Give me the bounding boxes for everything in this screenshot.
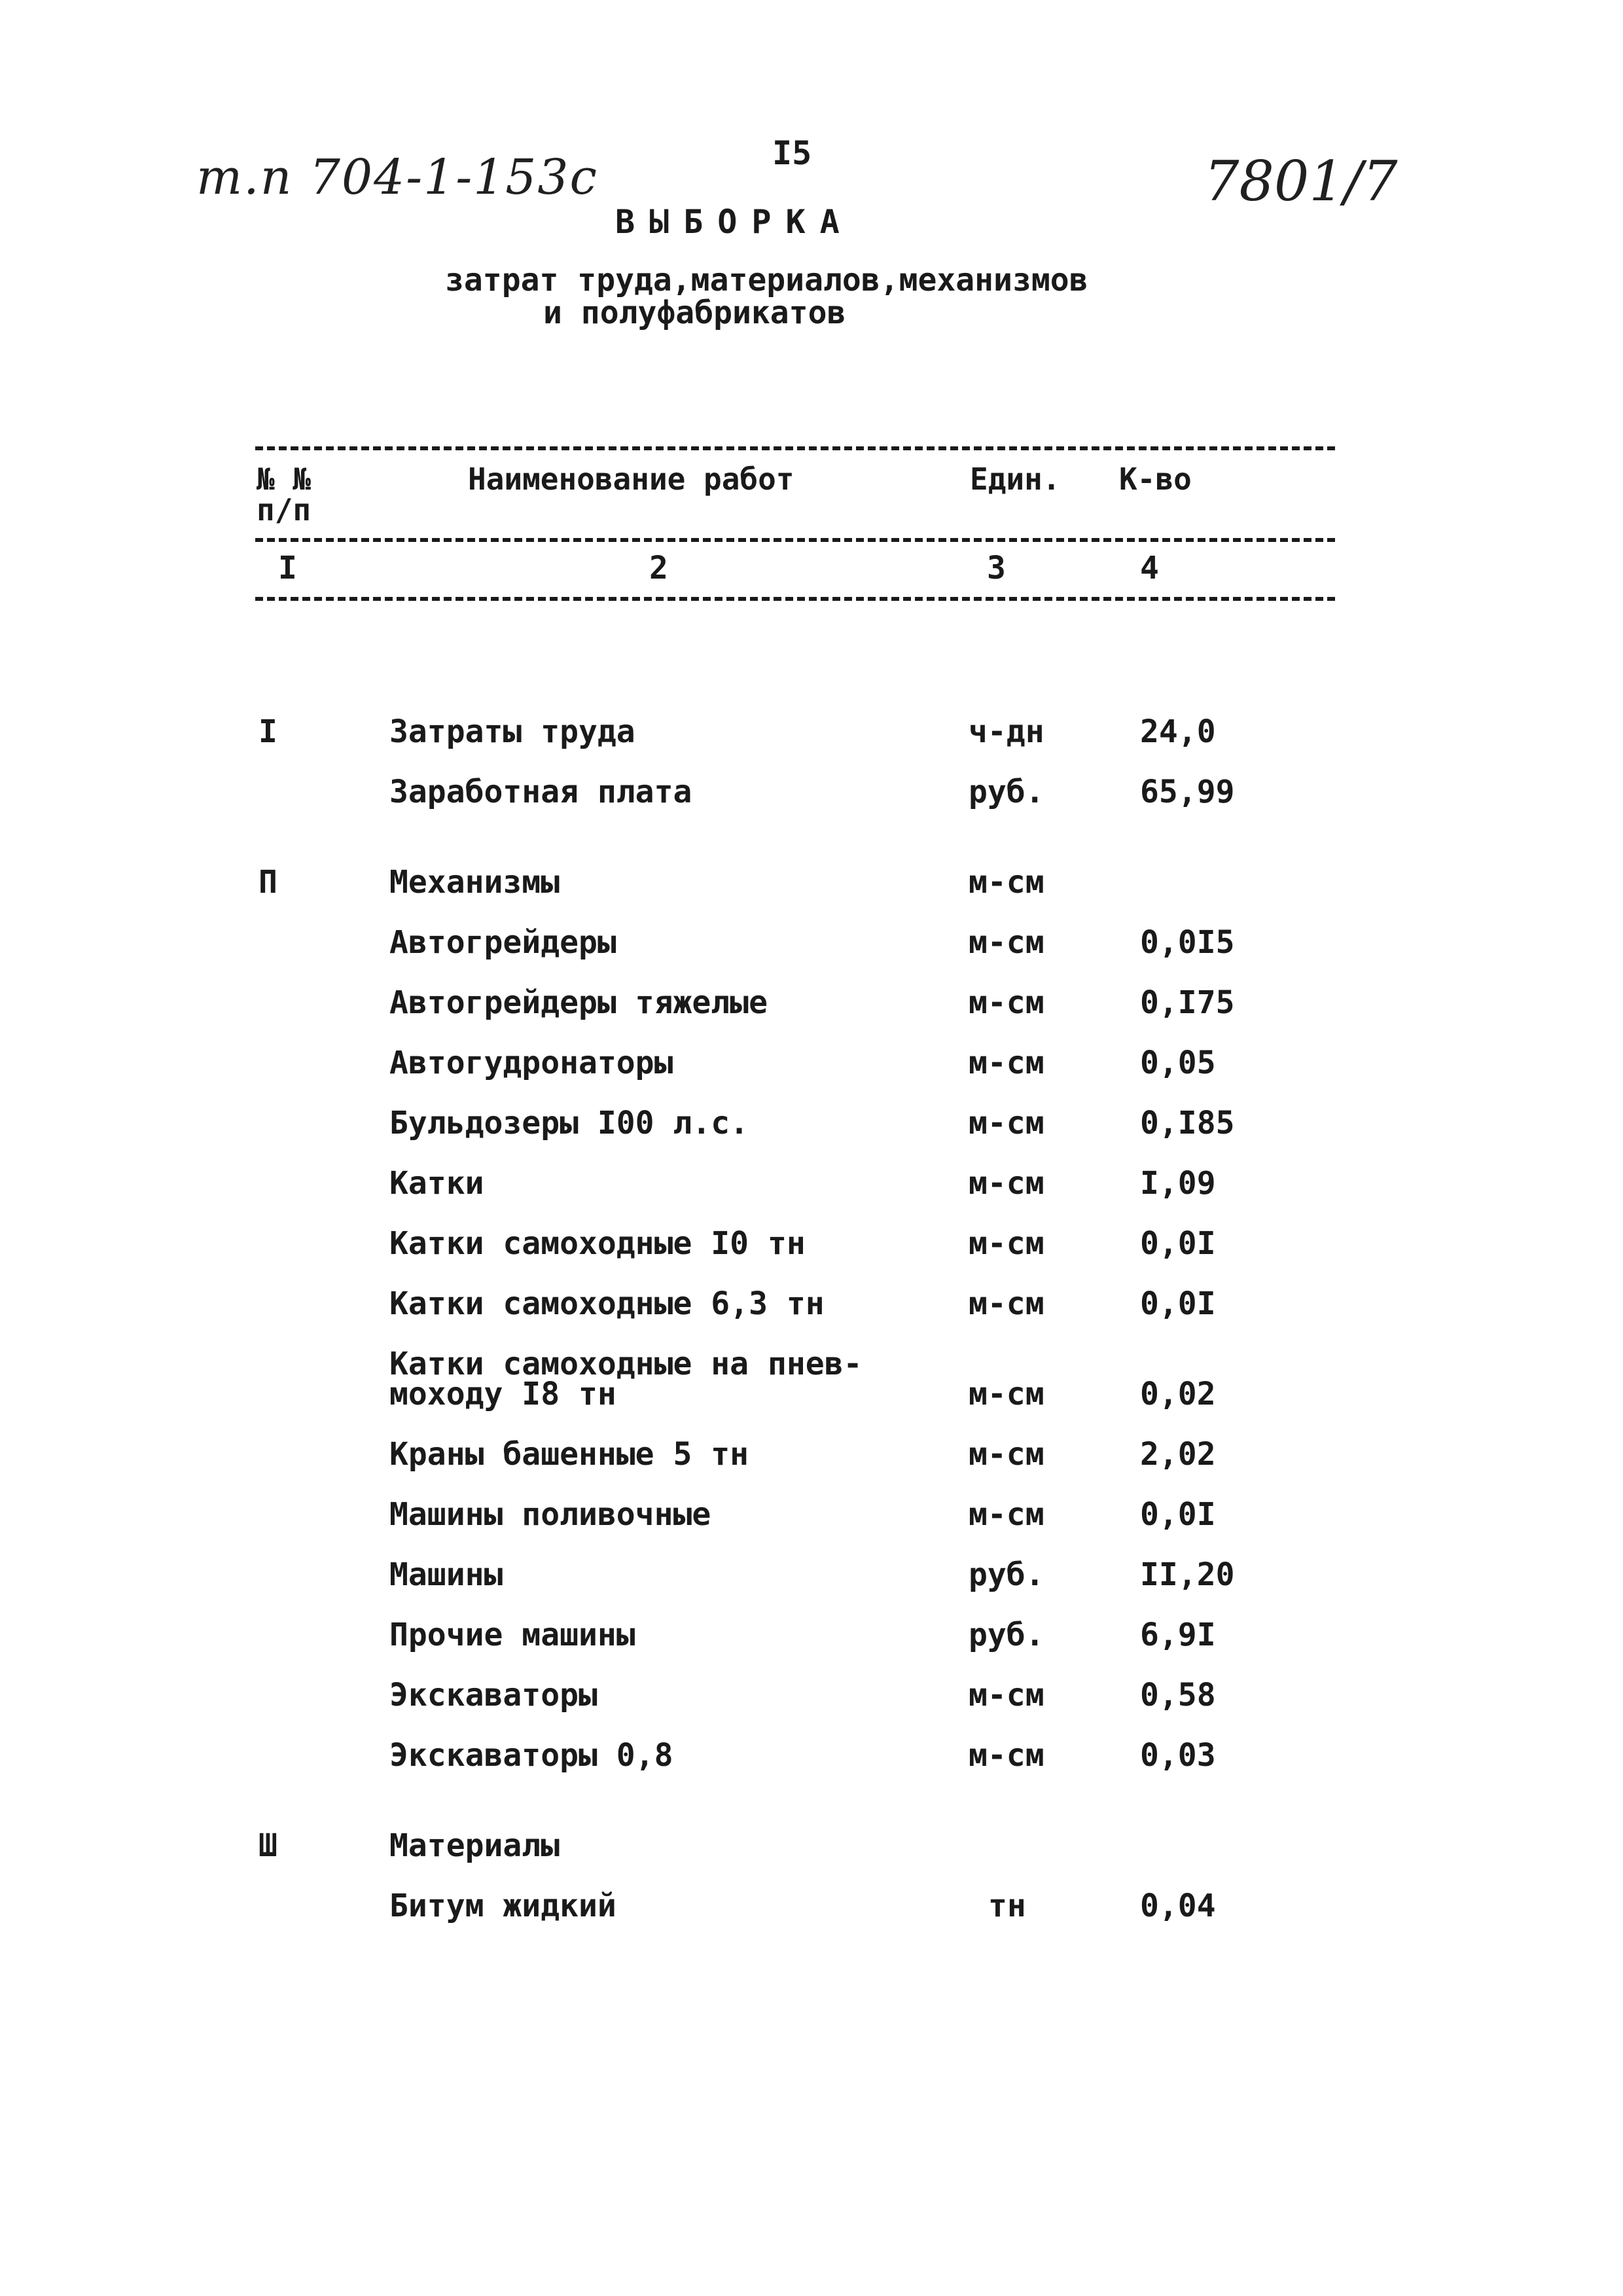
row-unit: м-см xyxy=(969,1677,1044,1713)
column-number-4: 4 xyxy=(1140,550,1159,586)
row-quantity: 24,0 xyxy=(1140,713,1216,750)
row-unit: руб. xyxy=(969,774,1044,810)
row-name: Катки самоходные на пнев- xyxy=(389,1346,863,1382)
row-name: Краны башенные 5 тн xyxy=(389,1436,749,1473)
row-unit: м-см xyxy=(969,924,1044,961)
row-quantity: 2,02 xyxy=(1140,1436,1216,1473)
column-number-2: 2 xyxy=(649,550,668,586)
row-unit: руб. xyxy=(969,1556,1044,1593)
row-unit: тн xyxy=(988,1888,1026,1924)
row-name: Экскаваторы 0,8 xyxy=(389,1737,673,1774)
row-quantity: 0,02 xyxy=(1140,1376,1216,1412)
row-section: П xyxy=(259,864,277,901)
row-name: Машины поливочные xyxy=(389,1496,711,1533)
row-name: Битум жидкий xyxy=(389,1888,616,1924)
row-section: Ш xyxy=(259,1827,277,1864)
row-unit: м-см xyxy=(969,1436,1044,1473)
document-subtitle-line-2: и полуфабрикатов xyxy=(543,295,846,331)
column-number-1: I xyxy=(278,550,297,586)
row-quantity: II,20 xyxy=(1140,1556,1235,1593)
row-unit: м-см xyxy=(969,1737,1044,1774)
row-unit: м-см xyxy=(969,864,1044,901)
page-number: I5 xyxy=(772,134,812,172)
row-name: Экскаваторы xyxy=(389,1677,597,1713)
row-quantity: 0,04 xyxy=(1140,1888,1216,1924)
document-subtitle-line-1: затрат труда,материалов,механизмов xyxy=(445,262,1088,298)
table-top-rule xyxy=(255,446,1335,450)
row-unit: руб. xyxy=(969,1617,1044,1653)
row-quantity: 0,05 xyxy=(1140,1045,1216,1081)
row-name: Катки xyxy=(389,1165,484,1202)
table-column-number-rule xyxy=(255,597,1335,601)
row-unit: м-см xyxy=(969,1285,1044,1322)
row-section: I xyxy=(259,713,277,750)
row-unit: м-см xyxy=(969,1225,1044,1262)
row-quantity: 0,0I xyxy=(1140,1225,1216,1262)
row-unit: ч-дн xyxy=(969,713,1044,750)
row-name: Заработная плата xyxy=(389,774,692,810)
header-quantity: К-во xyxy=(1119,461,1192,497)
row-quantity: 65,99 xyxy=(1140,774,1235,810)
header-number-line-1: № № xyxy=(257,461,312,497)
row-quantity: 0,0I xyxy=(1140,1496,1216,1533)
row-name: Катки самоходные 6,3 тн xyxy=(389,1285,825,1322)
row-quantity: 0,0I5 xyxy=(1140,924,1235,961)
row-name: Машины xyxy=(389,1556,503,1593)
row-unit: м-см xyxy=(969,984,1044,1021)
row-unit: м-см xyxy=(969,1045,1044,1081)
row-unit: м-см xyxy=(969,1496,1044,1533)
row-quantity: 0,0I xyxy=(1140,1285,1216,1322)
header-unit: Един. xyxy=(970,461,1061,497)
row-quantity: 0,I85 xyxy=(1140,1105,1235,1141)
handwritten-doc-code: т.п 704-1-153с xyxy=(196,149,598,206)
row-unit: м-см xyxy=(969,1376,1044,1412)
row-name: Механизмы xyxy=(389,864,560,901)
row-name: Материалы xyxy=(389,1827,560,1864)
row-quantity: 6,9I xyxy=(1140,1617,1216,1653)
row-name: Затраты труда xyxy=(389,713,635,750)
handwritten-sheet-mark: 7801/7 xyxy=(1204,149,1398,213)
table-header-rule xyxy=(255,538,1335,542)
row-unit: м-см xyxy=(969,1165,1044,1202)
document-title: ВЫБОРКА xyxy=(615,203,854,241)
header-number-line-2: п/п xyxy=(257,492,312,528)
row-name: Бульдозеры I00 л.с. xyxy=(389,1105,749,1141)
row-name-continuation: моходу I8 тн xyxy=(389,1376,616,1412)
row-name: Прочие машины xyxy=(389,1617,635,1653)
row-quantity: 0,58 xyxy=(1140,1677,1216,1713)
row-name: Автогрейдеры тяжелые xyxy=(389,984,768,1021)
row-name: Катки самоходные I0 тн xyxy=(389,1225,806,1262)
row-quantity: 0,03 xyxy=(1140,1737,1216,1774)
header-work-name: Наименование работ xyxy=(468,461,794,497)
row-name: Автогрейдеры xyxy=(389,924,616,961)
row-quantity: I,09 xyxy=(1140,1165,1216,1202)
row-quantity: 0,I75 xyxy=(1140,984,1235,1021)
row-name: Автогудронаторы xyxy=(389,1045,673,1081)
column-number-3: 3 xyxy=(987,550,1006,586)
row-unit: м-см xyxy=(969,1105,1044,1141)
